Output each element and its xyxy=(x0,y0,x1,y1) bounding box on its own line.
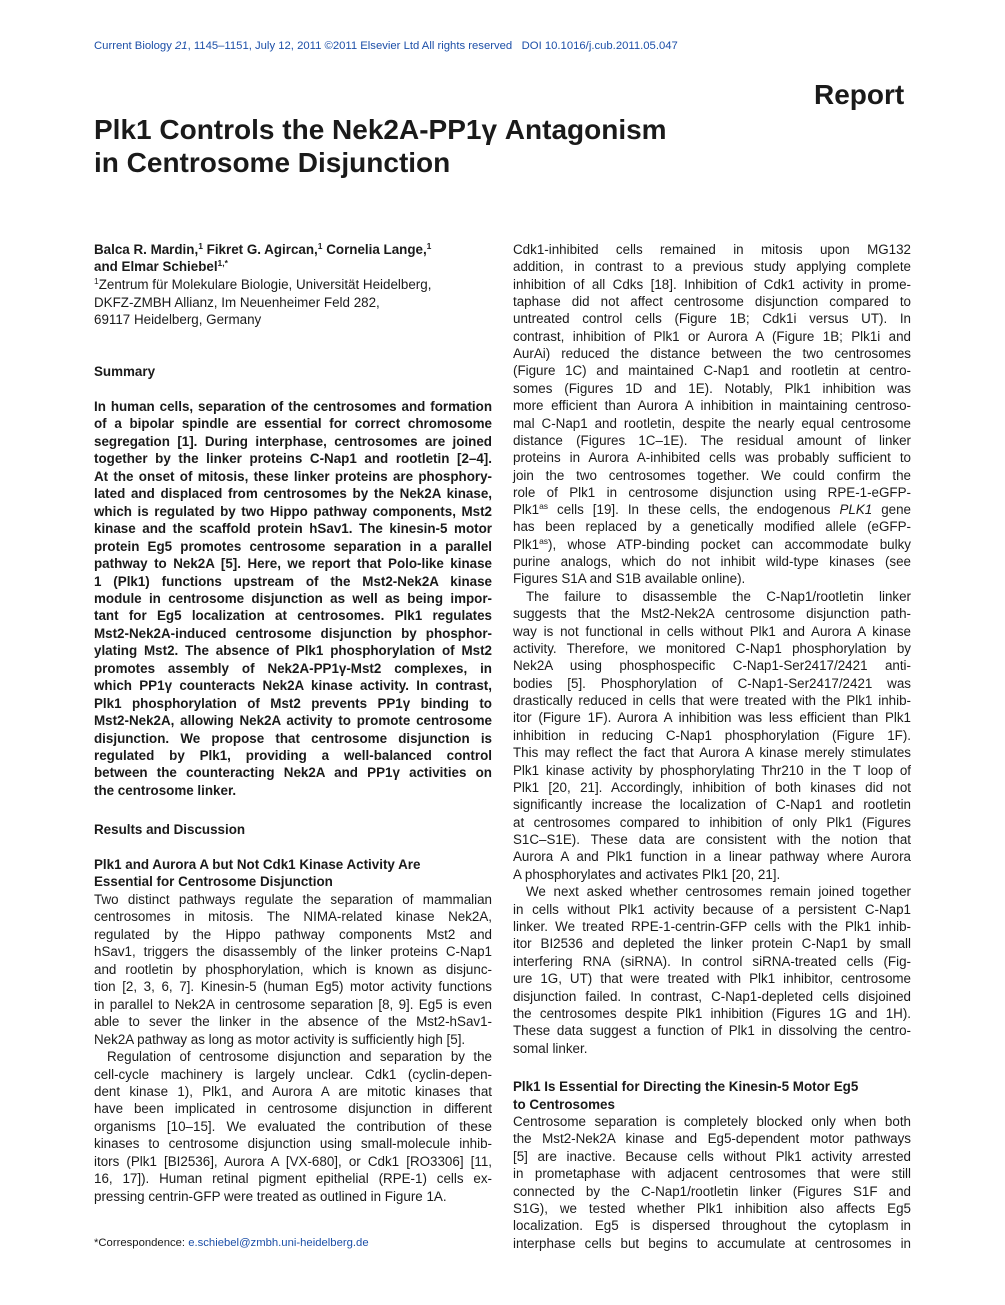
summary-line: Plk1 phosphorylation of Mst2 prevents PP1γ binding to xyxy=(94,695,492,711)
body-line: join the two centrosomes together. We could confirm the xyxy=(513,467,911,483)
summary-line: which is regulated by two Hippo pathway components, Mst2 xyxy=(94,503,492,519)
summary-line: together by the linker proteins C-Nap1 and rootletin [2–4]. xyxy=(94,451,492,467)
body-line: inhibition in reducing C-Nap1 phosphorylation (Figure 1F). xyxy=(513,727,911,743)
summary-line: Mst2-Nek2A-induced centrosome disjunction by phosphor- xyxy=(94,625,492,641)
body-line: dent kinase 1), Plk1, and Aurora A are mitotic kinases that xyxy=(94,1083,492,1099)
body-line: We next asked whether centrosomes remain joined together xyxy=(526,884,911,900)
body-line: contrast, inhibition of Plk1 or Aurora A (Figure 1B; Plk1i and xyxy=(513,328,911,344)
correspondence-footnote xyxy=(94,1237,369,1249)
subheading-2: to Centrosomes xyxy=(513,1097,615,1112)
summary-line: of a bipolar spindle are essential for correct chromosome xyxy=(94,416,492,432)
body-line: These data suggest a function of Plk1 in dissolving the centro- xyxy=(513,1023,911,1039)
body-line: has been replaced by a genetically modified allele (eGFP- xyxy=(513,519,911,534)
body-line: [5] are inactive. Because cells without Plk1 activity arrested xyxy=(513,1148,911,1164)
body-line: taphase did not affect centrosome disjunction compared to xyxy=(513,294,911,310)
article-type: Report xyxy=(814,79,905,110)
body-line: The failure to disassemble the C-Nap1/rootletin linker xyxy=(526,588,911,604)
body-line: significantly increase the localization of C-Nap1 and rootletin xyxy=(513,797,911,813)
summary-line: kinase and the scaffold protein hSav1. The kinesin-5 motor xyxy=(94,521,492,537)
summary-line: the centrosome linker. xyxy=(94,782,237,798)
summary-line: At the onset of mitosis, these linker proteins are phosphory- xyxy=(94,468,492,484)
body-line: in parallel to Nek2A in centrosome separation [8, 9]. Eg5 is even xyxy=(94,996,492,1012)
summary-line: which PP1γ counteracts Nek2A kinase activity. In contrast, xyxy=(94,678,492,694)
body-line: regulated by the Hippo pathway components Mst2 and xyxy=(94,926,492,942)
body-line: Nek2A using phosphospecific C-Nap1-Ser2417/2421 anti- xyxy=(513,658,911,674)
body-line: more efficient than Aurora A inhibition in maintaining centroso- xyxy=(513,398,911,414)
body-line: at centrosomes compared to inhibition of only Plk1 (Figures xyxy=(513,814,911,830)
body-line: Plk1 [20, 21]. Accordingly, inhibition of both kinases did not xyxy=(513,779,911,795)
summary-line: between the counteracting Nek2A and PP1γ activities on xyxy=(94,765,492,781)
journal-volume: 21 xyxy=(175,40,188,52)
body-line: interphase cells but begins to accumulate at centrosomes in xyxy=(513,1235,911,1251)
body-line: (Figure 1C) and maintained C-Nap1 and rootletin at centro- xyxy=(513,363,911,379)
summary-line: regulated by Plk1, providing a well-balanced control xyxy=(94,748,492,763)
body-line: A phosphorylates and activates Plk1 [20, 21]. xyxy=(513,866,781,882)
title-line-2: in Centrosome Disjunction xyxy=(94,147,451,178)
body-line: drastically reduced in cells that were treated with the Plk1 inhib- xyxy=(513,693,911,709)
body-line: Centrosome separation is completely blocked only when both xyxy=(513,1114,911,1129)
summary-line: In human cells, separation of the centrosomes and formation xyxy=(94,399,492,414)
body-line: way is not functional in cells without Plk1 and Aurora A kinase xyxy=(513,623,911,639)
affiliation-line: DKFZ-ZMBH Allianz, Im Neuenheimer Feld 282, xyxy=(94,295,380,310)
affiliation-line: 69117 Heidelberg, Germany xyxy=(94,312,262,327)
body-line: ure 1G, UT) that were treated with Plk1 inhibitor, centrosome xyxy=(513,971,911,987)
body-line: Plk1 kinase activity by phosphorylating Thr210 in the T loop of xyxy=(513,762,911,778)
summary-line: 1 (Plk1) functions upstream of the Mst2-Nek2A kinase xyxy=(94,573,492,589)
body-line: centrosomes in mitosis. The NIMA-related kinase Nek2A, xyxy=(94,909,492,925)
title-line-1: Plk1 Controls the Nek2A-PP1γ Antagonism xyxy=(94,114,667,145)
results-heading: Results and Discussion xyxy=(94,822,246,837)
body-line: 16, 17]). Human retinal pigment epithelial (RPE-1) cells ex- xyxy=(94,1171,492,1187)
body-line: connected by the C-Nap1/rootletin linker (Figures S1F and xyxy=(513,1183,911,1199)
subheading-1: Essential for Centrosome Disjunction xyxy=(94,874,333,889)
body-line: somes (Figures 1D and 1E). Notably, Plk1 inhibition was xyxy=(513,380,911,396)
body-line: bodies [5]. Phosphorylation of C-Nap1-Ser2417/2421 was xyxy=(513,675,911,691)
journal-header xyxy=(94,40,678,52)
body-line: untreated control cells (Figure 1B; Cdk1i versus UT). In xyxy=(513,311,911,327)
body-line: the Mst2-Nek2A kinase and Eg5-dependent motor pathways xyxy=(513,1131,911,1147)
summary-line: disjunction. We propose that centrosome disjunction is xyxy=(94,730,492,746)
body-line: Figures S1A and S1B available online). xyxy=(513,571,746,587)
body-line: the centrosomes despite Plk1 inhibition (Figures 1G and 1H). xyxy=(513,1005,911,1021)
body-line: Aurora A and Plk1 function in a linear pathway where Aurora xyxy=(513,849,911,865)
body-line: role of Plk1 in centrosome disjunction using RPE-1-eGFP- xyxy=(513,484,911,500)
body-line: Cdk1-inhibited cells remained in mitosis upon MG132 xyxy=(513,242,911,257)
body-line: in prometaphase with adjacent centrosomes that were still xyxy=(513,1166,911,1182)
body-line: able to sever the linker in the absence of the Mst2-hSav1- xyxy=(94,1014,492,1030)
summary-line: tant for Eg5 localization at centrosomes. Plk1 regulates xyxy=(94,608,492,624)
summary-line: lated and displaced from centrosomes by the Nek2A kinase, xyxy=(94,486,492,502)
body-line: proteins in Aurora A-inhibited cells was probably sufficient to xyxy=(513,450,911,466)
body-line: addition, in contrast to a previous study applying complete xyxy=(513,259,911,275)
authors-line-1: Balca R. Mardin,$^1$ Fikret G. Agircan,$^1$ Cornelia Lange,$^1$ xyxy=(94,241,432,257)
body-line: $Plk1^{as}$), whose ATP-binding pocket can accommodate bulky xyxy=(513,536,911,552)
body-line: itors (Plk1 [BI2536], Aurora A [VX-680], or Cdk1 [RO3306] [11, xyxy=(94,1153,492,1169)
body-line: interfering RNA (siRNA). In control siRNA-treated cells (Fig- xyxy=(513,953,911,969)
body-line: itor (Figure 1F). Aurora A inhibition was less efficient than Plk1 xyxy=(513,710,911,726)
body-line: S1C–S1E). These data are consistent with the notion that xyxy=(513,832,911,848)
summary-line: ylating Mst2. The absence of Plk1 phosphorylation of Mst2 xyxy=(94,643,492,659)
body-line: kinases to centrosome disjunction using small-molecule inhib- xyxy=(94,1136,492,1152)
email-link[interactable]: e.schiebel@zmbh.uni-heidelberg.de xyxy=(188,1237,369,1249)
doi-link[interactable]: DOI 10.1016/j.cub.2011.05.047 xyxy=(521,40,678,52)
body-line: and rootletin by phosphorylation, which is known as disjunc- xyxy=(94,961,492,977)
body-line: organisms [10–15]. We evaluated the contribution of these xyxy=(94,1118,492,1134)
subheading-1: Plk1 and Aurora A but Not Cdk1 Kinase Activity Are xyxy=(94,857,421,872)
summary-line: Mst2-Nek2A, allowing Nek2A activity to promote centrosome xyxy=(94,713,492,729)
body-line: in cells without Plk1 activity because of a persistent C-Nap1 xyxy=(513,901,911,917)
body-line: suggests that the Mst2-Nek2A centrosome disjunction path- xyxy=(513,606,911,622)
summary-heading: Summary xyxy=(94,364,156,379)
body-line: Two distinct pathways regulate the separation of mammalian xyxy=(94,892,492,907)
summary-line: segregation [1]. During interphase, centrosomes are joined xyxy=(94,433,492,449)
correspondence-label: *Correspondence: xyxy=(94,1237,189,1249)
summary-line: pathway to Nek2A [5]. Here, we report that Polo-like kinase xyxy=(94,556,492,572)
body-line: AurAi) reduced the distance between the two centrosomes xyxy=(513,346,911,362)
body-line: $Plk1^{as}$ cells [19]. In these cells, the endogenous PLK1 gene xyxy=(513,501,911,517)
body-line: disjunction failed. In contrast, C-Nap1-depleted cells disjoined xyxy=(513,988,911,1004)
journal-name: Current Biology xyxy=(94,40,175,52)
subheading-2: Plk1 Is Essential for Directing the Kinesin-5 Motor Eg5 xyxy=(513,1079,859,1094)
body-line: cell-cycle machinery is largely unclear. Cdk1 (cyclin-depen- xyxy=(94,1066,492,1082)
body-line: This may reflect the fact that Aurora A kinase merely stimulates xyxy=(513,745,911,761)
body-line: itor BI2536 and depleted the linker protein C-Nap1 by small xyxy=(513,936,911,952)
body-line: have been implicated in centrosome disjunction in different xyxy=(94,1101,492,1117)
summary-line: promotes assembly of Nek2A-PP1γ-Mst2 complexes, in xyxy=(94,660,492,676)
body-line: S1G), we tested whether Plk1 inhibition also affects Eg5 xyxy=(513,1201,911,1216)
body-line: Regulation of centrosome disjunction and separation by the xyxy=(107,1049,492,1065)
body-line: activity. Therefore, we monitored C-Nap1 phosphorylation by xyxy=(513,640,911,656)
body-line: Nek2A pathway as long as motor activity is sufficiently high [5]. xyxy=(94,1031,466,1047)
body-line: mal C-Nap1 and rootletin, despite the nearly equal centrosome xyxy=(513,415,911,431)
body-line: distance (Figures 1C–1E). The residual amount of linker xyxy=(513,432,911,448)
body-line: linker. We treated RPE-1-centrin-GFP cells with the Plk1 inhib- xyxy=(513,918,911,934)
body-line: hSav1, triggers the disassembly of the linker proteins C-Nap1 xyxy=(94,944,492,960)
body-line: somal linker. xyxy=(513,1040,588,1056)
journal-citation: , 1145–1151, July 12, 2011 ©2011 Elsevier Ltd All rights reserved xyxy=(187,40,513,52)
body-line: localization. Eg5 is dispersed throughout the cytoplasm in xyxy=(513,1218,911,1234)
body-line: tion [2, 3, 6, 7]. Kinesin-5 (human Eg5) motor activity functions xyxy=(94,979,492,995)
authors-line-2: and Elmar Schiebel$^{1,*}$ xyxy=(94,258,228,274)
body-line: inhibition of all Cdks [18]. Inhibition of Cdk1 activity in prome- xyxy=(513,276,911,292)
summary-line: module in centrosome disjunction as well as being impor- xyxy=(94,590,492,606)
body-line: purine analogs, which do not inhibit wild-type kinases (see xyxy=(513,554,911,569)
affiliation-line: $^1$Zentrum für Molekulare Biologie, Universität Heidelberg, xyxy=(94,276,432,292)
body-line: pressing centrin-GFP were treated as outlined in Figure 1A. xyxy=(94,1188,447,1204)
summary-line: protein Eg5 promotes centrosome separation in a parallel xyxy=(94,538,492,554)
